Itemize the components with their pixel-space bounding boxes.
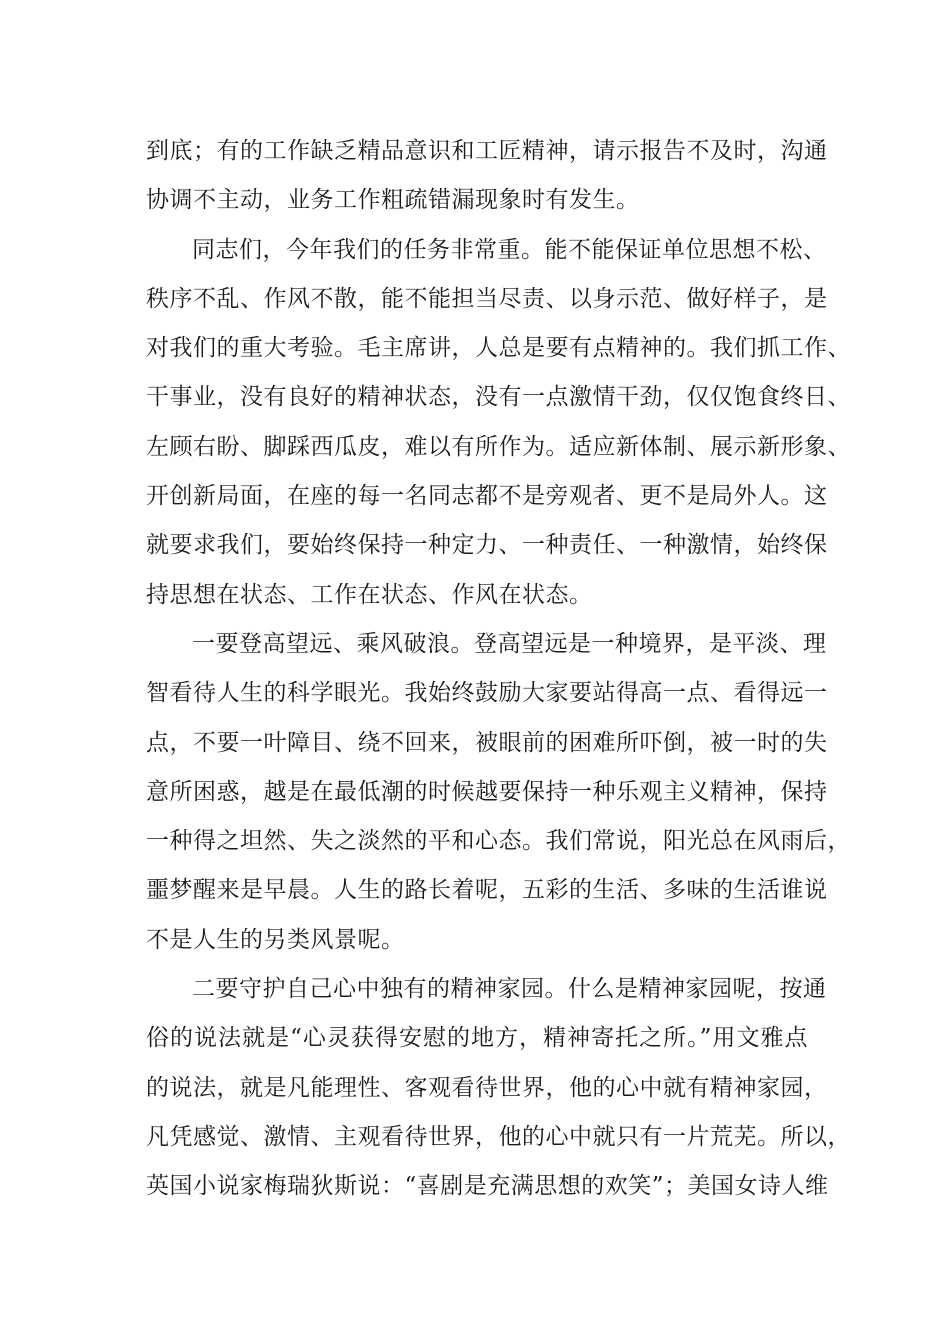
text-line: 持思想在状态、工作在状态、作风在状态。 bbox=[146, 581, 593, 608]
text-line: 一种得之坦然、失之淡然的平和心态。我们常说，阳光总在风雨后， bbox=[146, 828, 851, 855]
text-line: 就要求我们，要始终保持一种定力、一种责任、一种激情，始终保 bbox=[146, 532, 828, 559]
text-line: 开创新局面，在座的每一名同志都不是旁观者、更不是局外人。这 bbox=[146, 483, 828, 510]
text-line: 对我们的重大考验。毛主席讲，人总是要有点精神的。我们抓工作、 bbox=[146, 335, 851, 362]
text-line: 一要登高望远、乘风破浪。登高望远是一种境界，是平淡、理 bbox=[192, 630, 827, 657]
text-line: 同志们，今年我们的任务非常重。能不能保证单位思想不松、 bbox=[192, 236, 827, 263]
text-line: 凡凭感觉、激情、主观看待世界，他的心中就只有一片荒芜。所以， bbox=[146, 1123, 851, 1150]
text-line: 的说法，就是凡能理性、客观看待世界，他的心中就有精神家园， bbox=[146, 1074, 828, 1101]
document-body bbox=[146, 131, 851, 1216]
text-line: 噩梦醒来是早晨。人生的路长着呢，五彩的生活、多味的生活谁说 bbox=[146, 877, 828, 904]
text-line: 到底；有的工作缺乏精品意识和工匠精神，请示报告不及时，沟通 bbox=[146, 138, 828, 164]
paragraph bbox=[146, 131, 828, 230]
text-line: 英国小说家梅瑞狄斯说：“喜剧是充满思想的欢笑”；美国女诗人维 bbox=[146, 1173, 829, 1200]
text-line: 不是人生的另类风景呢。 bbox=[146, 926, 405, 953]
text-line: 干事业，没有良好的精神状态，没有一点激情干劲，仅仅饱食终日、 bbox=[146, 384, 851, 411]
text-line: 俗的说法就是“心灵获得安慰的地方，精神寄托之所。”用文雅点 bbox=[146, 1025, 808, 1052]
text-line: 协调不主动，业务工作粗疏错漏现象时有发生。 bbox=[146, 187, 640, 214]
paragraph bbox=[146, 624, 851, 969]
text-line: 二要守护自己心中独有的精神家园。什么是精神家园呢，按通 bbox=[192, 976, 827, 1003]
text-line: 意所困惑，越是在最低潮的时候越要保持一种乐观主义精神，保持 bbox=[146, 778, 828, 805]
text-line: 点，不要一叶障目、绕不回来，被眼前的困难所吓倒，被一时的失 bbox=[146, 729, 828, 756]
text-line: 秩序不乱、作风不散，能不能担当尽责、以身示范、做好样子，是 bbox=[146, 285, 828, 312]
text-line: 智看待人生的科学眼光。我始终鼓励大家要站得高一点、看得远一 bbox=[146, 680, 828, 707]
paragraph bbox=[146, 230, 851, 624]
paragraph bbox=[146, 969, 851, 1215]
text-line: 左顾右盼、脚踩西瓜皮，难以有所作为。适应新体制、展示新形象、 bbox=[146, 433, 851, 460]
